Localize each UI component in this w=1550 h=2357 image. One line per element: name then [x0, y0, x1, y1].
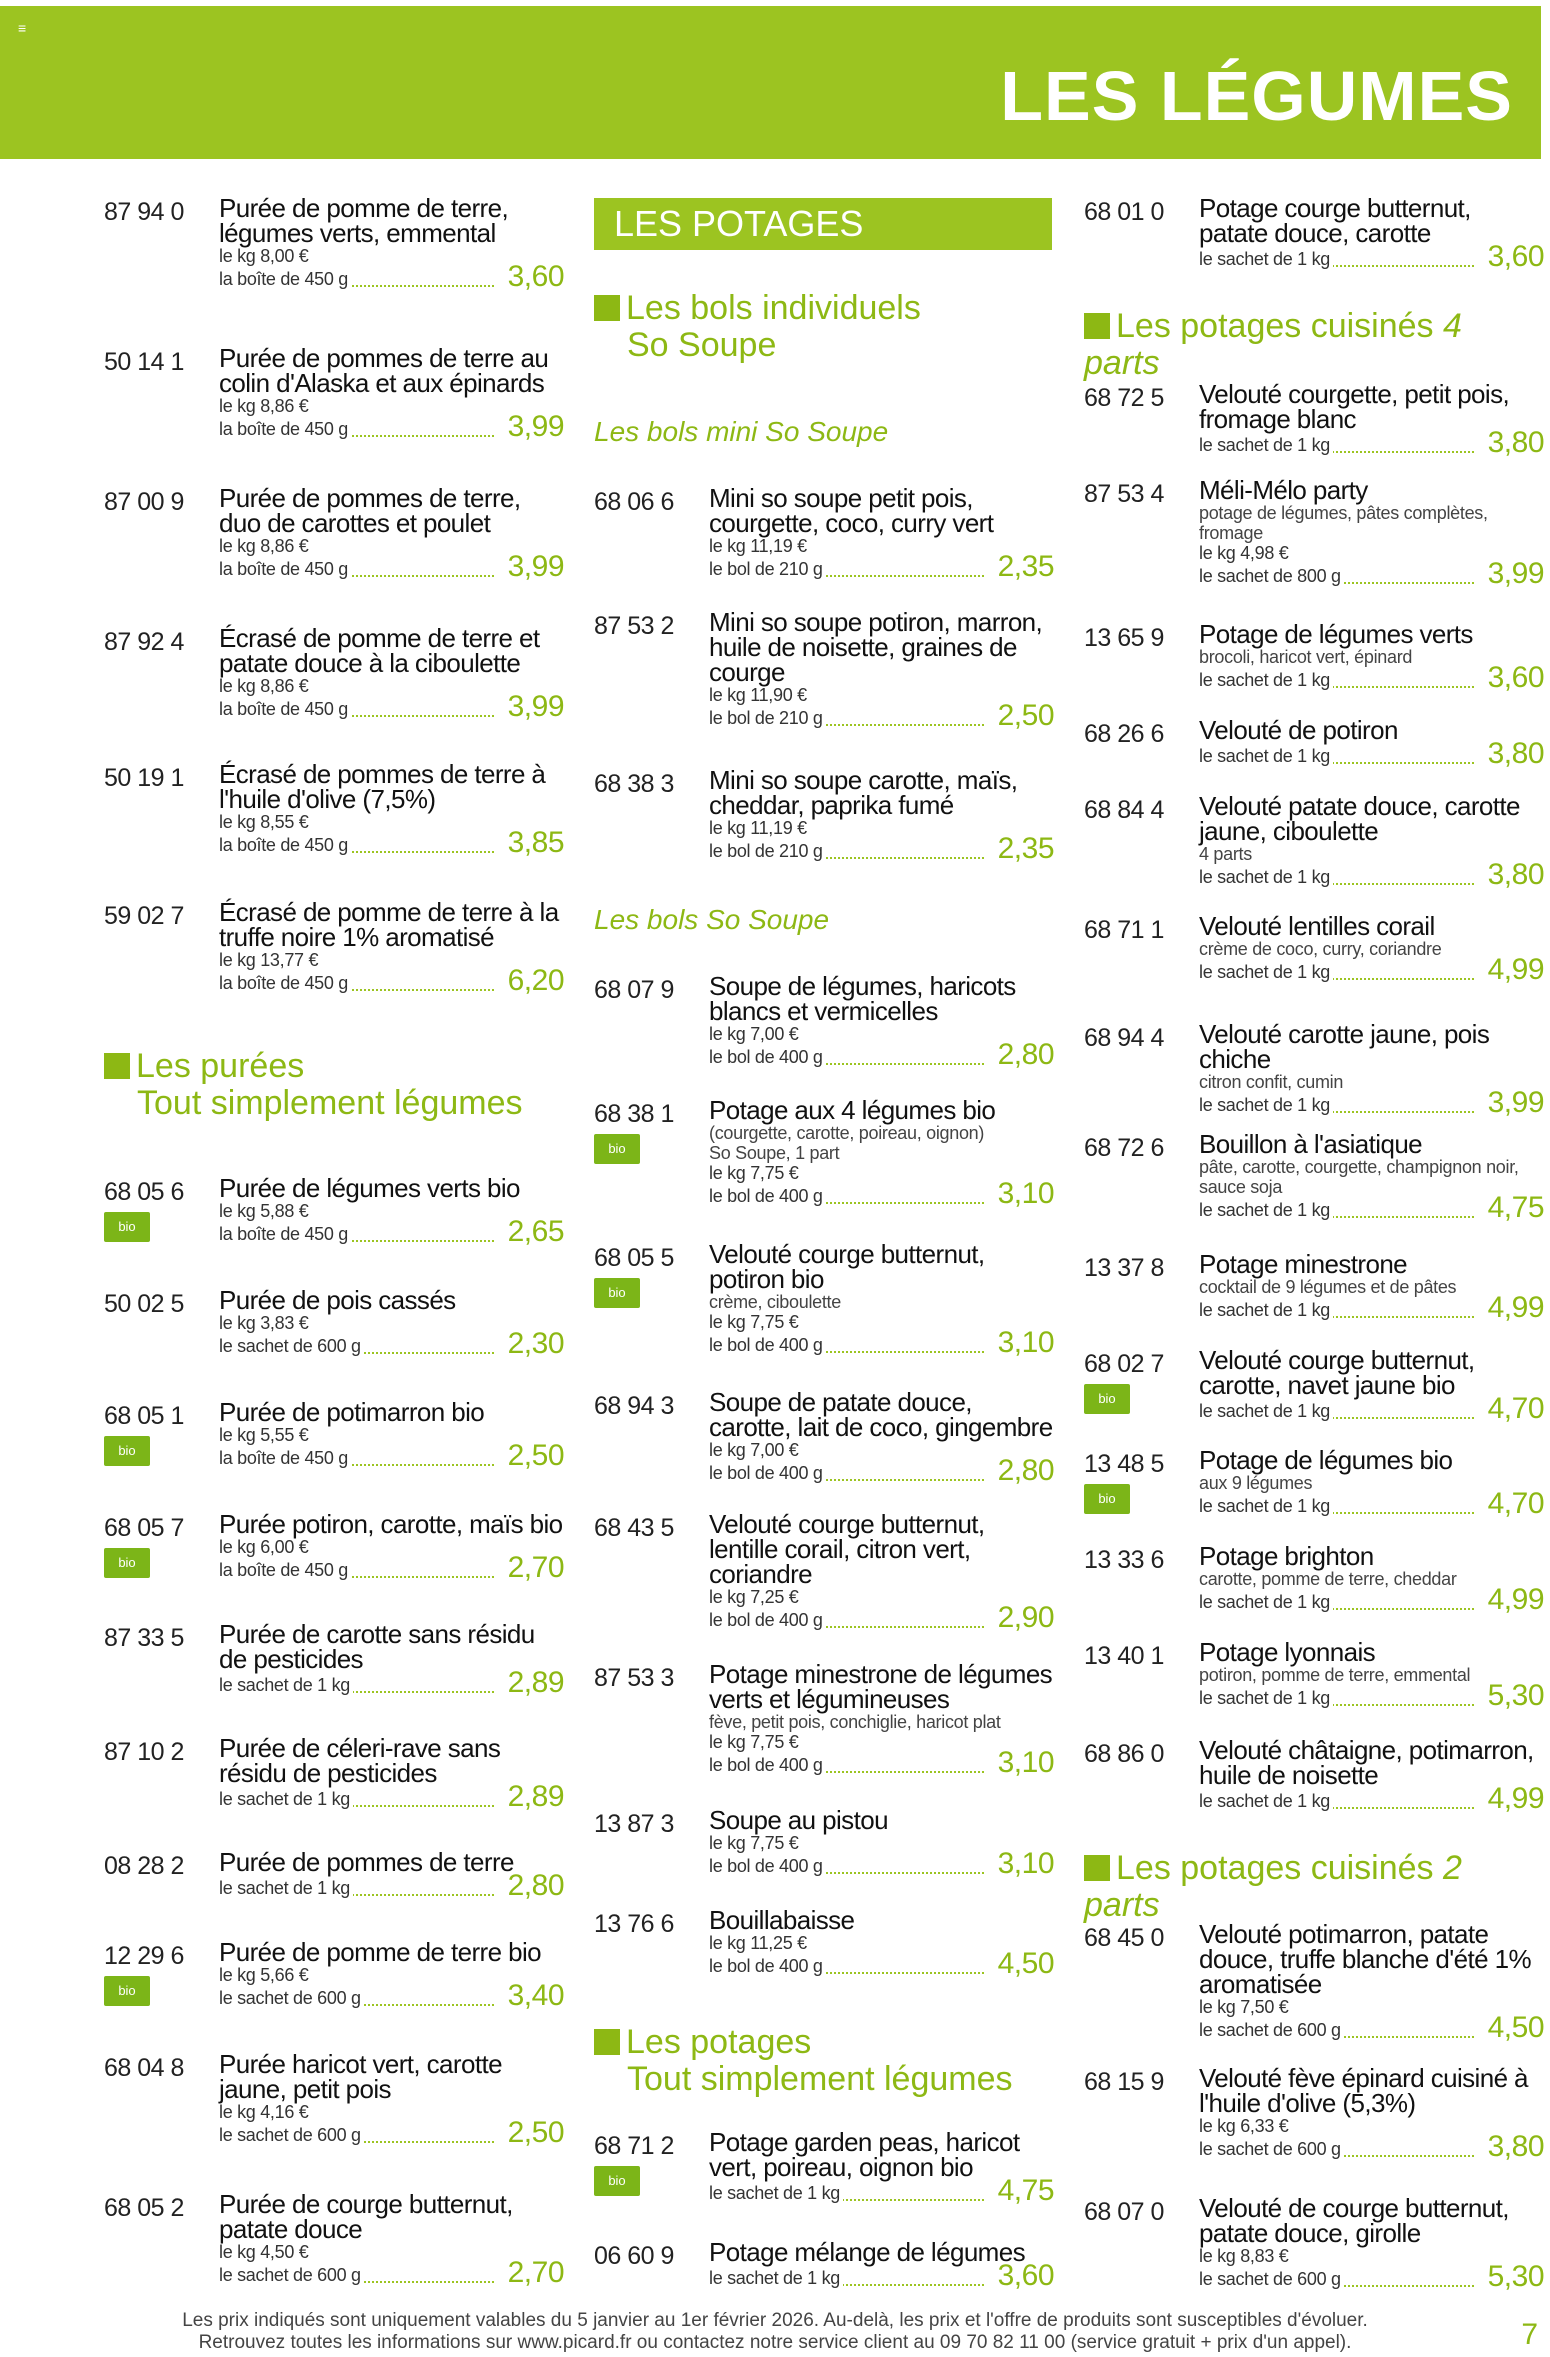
bio-logo-icon: bio — [594, 1278, 640, 1308]
product-detail: le kg 4,50 € — [219, 2242, 309, 2262]
product-name: Potage aux 4 légumes bio — [709, 1095, 996, 1125]
product-code: 87 53 4 — [1084, 480, 1164, 508]
product-unit: le sachet de 1 kg — [219, 1675, 353, 1696]
product-unit: la boîte de 450 g — [219, 835, 351, 856]
product-price: 3,60 — [1487, 661, 1544, 694]
product-name: Velouté courgette, petit pois, fromage blanc — [1199, 379, 1510, 434]
product-detail: le kg 11,90 € — [709, 685, 807, 705]
product-code: 68 43 5 — [594, 1514, 674, 1542]
bio-logo-icon: bio — [1084, 1384, 1130, 1414]
product-unit: le bol de 400 g — [709, 1463, 826, 1484]
product-price: 3,60 — [507, 260, 564, 293]
section-bols-individuels: Les bols individuels So Soupe — [594, 290, 921, 364]
product-name: Velouté fève épinard cuisiné à l'huile d'olive (5,3%) — [1199, 2063, 1528, 2118]
product-name: Potage de légumes bio — [1199, 1445, 1453, 1475]
product-detail: le kg 11,19 € — [709, 536, 807, 556]
product-detail: fève, petit pois, conchiglie, haricot plat — [709, 1712, 1001, 1732]
product-unit: le sachet de 600 g — [1199, 2139, 1344, 2160]
bio-logo-icon: bio — [104, 1548, 150, 1578]
product-price: 3,99 — [1487, 557, 1544, 590]
product-unit: le bol de 400 g — [709, 1956, 826, 1977]
product-code: 87 94 0 — [104, 198, 184, 226]
product-price: 4,70 — [1487, 1392, 1544, 1425]
product-name: Potage brighton — [1199, 1541, 1374, 1571]
product-detail: le kg 7,75 € — [709, 1833, 799, 1853]
product-detail: le kg 8,86 € — [219, 396, 309, 416]
footer-line-2: Retrouvez toutes les informations sur www.picard.fr ou contactez notre service client au 09 70 82 11 00 (service gratuit + prix d'un appel). — [198, 2332, 1352, 2353]
product-unit: le bol de 210 g — [709, 559, 826, 580]
product-name: Potage minestrone — [1199, 1249, 1408, 1279]
product-code: 68 05 1 — [104, 1402, 184, 1430]
product-unit: le sachet de 600 g — [1199, 2020, 1344, 2041]
product-name: Potage de légumes verts — [1199, 619, 1473, 649]
product-name: Velouté châtaigne, potimarron, huile de noisette — [1199, 1735, 1534, 1790]
product-name: Velouté courge butternut, potiron bio — [709, 1239, 985, 1294]
product-unit: le sachet de 600 g — [219, 1988, 364, 2009]
product-unit: la boîte de 450 g — [219, 419, 351, 440]
product-unit: le sachet de 600 g — [219, 2265, 364, 2286]
product-code: 68 05 5 — [594, 1244, 674, 1272]
product-name: Purée de pois cassés — [219, 1285, 456, 1315]
product-price: 3,10 — [997, 1326, 1054, 1359]
product-code: 87 53 2 — [594, 612, 674, 640]
product-name: Potage minestrone de légumes verts et légumineuses — [709, 1659, 1053, 1714]
product-unit: le sachet de 600 g — [219, 2125, 364, 2146]
product-price: 2,89 — [507, 1780, 564, 1813]
product-detail: le kg 8,86 € — [219, 536, 309, 556]
product-unit: le sachet de 1 kg — [1199, 1592, 1333, 1613]
product-price: 6,20 — [507, 964, 564, 997]
product-detail: cocktail de 9 légumes et de pâtes — [1199, 1277, 1457, 1297]
product-unit: le sachet de 1 kg — [1199, 867, 1333, 888]
product-unit: la boîte de 450 g — [219, 973, 351, 994]
product-price: 3,99 — [507, 410, 564, 443]
product-code: 50 14 1 — [104, 348, 184, 376]
product-code: 06 60 9 — [594, 2242, 674, 2270]
product-code: 08 28 2 — [104, 1852, 184, 1880]
bio-logo-icon: bio — [104, 1976, 150, 2006]
product-code: 68 07 9 — [594, 976, 674, 1004]
product-code: 68 71 2 — [594, 2132, 674, 2160]
product-price: 3,80 — [1487, 426, 1544, 459]
product-detail: le kg 6,33 € — [1199, 2116, 1289, 2136]
product-detail: carotte, pomme de terre, cheddar — [1199, 1569, 1457, 1589]
product-name: Purée potiron, carotte, maïs bio — [219, 1509, 563, 1539]
page-number: 7 — [1521, 2318, 1538, 2351]
product-detail: le kg 7,00 € — [709, 1024, 799, 1044]
product-price: 2,50 — [997, 699, 1054, 732]
product-price: 3,85 — [507, 826, 564, 859]
product-code: 68 94 3 — [594, 1392, 674, 1420]
product-detail: potiron, pomme de terre, emmental — [1199, 1665, 1471, 1685]
product-code: 13 76 6 — [594, 1910, 674, 1938]
product-name: Purée de carotte sans résidu de pesticides — [219, 1619, 535, 1674]
product-unit: le sachet de 1 kg — [1199, 670, 1333, 691]
product-unit: le bol de 400 g — [709, 1335, 826, 1356]
product-name: Velouté de courge butternut, patate douce, girolle — [1199, 2193, 1509, 2248]
product-code: 12 29 6 — [104, 1942, 184, 1970]
product-detail: le kg 3,83 € — [219, 1313, 309, 1333]
product-detail: le kg 5,88 € — [219, 1201, 309, 1221]
product-price: 2,70 — [507, 1551, 564, 1584]
product-price: 2,80 — [507, 1869, 564, 1902]
product-detail: le kg 11,19 € — [709, 818, 807, 838]
product-name: Purée de pommes de terre au colin d'Alaska et aux épinards — [219, 343, 549, 398]
section-square-icon — [594, 295, 620, 321]
product-price: 2,50 — [507, 2116, 564, 2149]
product-unit: le sachet de 1 kg — [1199, 1300, 1333, 1321]
product-price: 4,99 — [1487, 1782, 1544, 1815]
product-name: Purée de pommes de terre — [219, 1847, 514, 1877]
product-code: 68 38 1 — [594, 1100, 674, 1128]
product-code: 68 71 1 — [1084, 916, 1164, 944]
product-code: 68 26 6 — [1084, 720, 1164, 748]
product-name: Purée de pommes de terre, duo de carottes et poulet — [219, 483, 521, 538]
product-unit: le sachet de 1 kg — [219, 1878, 353, 1899]
product-unit: le sachet de 1 kg — [1199, 435, 1333, 456]
product-unit: le sachet de 1 kg — [1199, 1200, 1333, 1221]
product-name: Soupe de légumes, haricots blancs et vermicelles — [709, 971, 1016, 1026]
section-square-icon — [104, 1053, 130, 1079]
product-unit: le bol de 400 g — [709, 1610, 826, 1631]
product-unit: le sachet de 1 kg — [1199, 1791, 1333, 1812]
product-detail: le kg 4,16 € — [219, 2102, 309, 2122]
section-square-icon — [594, 2029, 620, 2055]
product-detail: le kg 11,25 € — [709, 1933, 807, 1953]
product-name: Velouté carotte jaune, pois chiche — [1199, 1019, 1490, 1074]
product-detail: le kg 8,55 € — [219, 812, 309, 832]
product-name: Purée de légumes verts bio — [219, 1173, 520, 1203]
product-name: Soupe de patate douce, carotte, lait de coco, gingembre — [709, 1387, 1053, 1442]
product-price: 3,80 — [1487, 2130, 1544, 2163]
product-code: 13 37 8 — [1084, 1254, 1164, 1282]
product-unit: le bol de 400 g — [709, 1186, 826, 1207]
section-square-icon — [1084, 313, 1110, 339]
product-name: Velouté courge butternut, lentille corail, citron vert, coriandre — [709, 1509, 985, 1589]
section-2-parts: Les potages cuisinés 2 parts — [1084, 1849, 1462, 1924]
section-potages-simples: Les potages Tout simplement légumes — [594, 2024, 1013, 2098]
product-price: 4,75 — [997, 2174, 1054, 2207]
bio-logo-icon: bio — [594, 1134, 640, 1164]
product-detail: le kg 13,77 € — [219, 950, 319, 970]
product-code: 68 02 7 — [1084, 1350, 1164, 1378]
product-unit: le sachet de 1 kg — [1199, 962, 1333, 983]
product-price: 2,30 — [507, 1327, 564, 1360]
product-detail: le kg 4,98 € — [1199, 543, 1289, 563]
product-price: 3,80 — [1487, 858, 1544, 891]
product-code: 68 72 5 — [1084, 384, 1164, 412]
product-unit: le sachet de 1 kg — [709, 2183, 843, 2204]
product-price: 2,80 — [997, 1038, 1054, 1071]
product-unit: la boîte de 450 g — [219, 699, 351, 720]
product-code: 68 45 0 — [1084, 1924, 1164, 1952]
product-code: 68 84 4 — [1084, 796, 1164, 824]
bio-logo-icon: bio — [1084, 1484, 1130, 1514]
product-detail: le kg 8,86 € — [219, 676, 309, 696]
footer-notice — [0, 2310, 1550, 2354]
section-purees: Les purées Tout simplement légumes — [104, 1048, 523, 1122]
product-name: Mini so soupe petit pois, courgette, coco, curry vert — [709, 483, 994, 538]
product-name: Potage mélange de légumes — [709, 2237, 1026, 2267]
product-code: 68 86 0 — [1084, 1740, 1164, 1768]
product-price: 3,99 — [507, 690, 564, 723]
product-code: 68 94 4 — [1084, 1024, 1164, 1052]
product-detail: le kg 7,50 € — [1199, 1997, 1289, 2017]
product-unit: le sachet de 600 g — [219, 1336, 364, 1357]
product-unit: le sachet de 1 kg — [1199, 1688, 1333, 1709]
product-name: Velouté potimarron, patate douce, truffe blanche d'été 1% aromatisée — [1199, 1919, 1531, 1999]
product-unit: la boîte de 450 g — [219, 1224, 351, 1245]
product-price: 3,10 — [997, 1177, 1054, 1210]
product-name: Bouillabaisse — [709, 1905, 855, 1935]
bio-logo-icon: bio — [104, 1436, 150, 1466]
product-detail: le kg 8,83 € — [1199, 2246, 1289, 2266]
product-detail: brocoli, haricot vert, épinard — [1199, 647, 1413, 667]
product-unit: le bol de 210 g — [709, 708, 826, 729]
product-price: 2,50 — [507, 1439, 564, 1472]
product-name: Potage lyonnais — [1199, 1637, 1376, 1667]
product-name: Purée haricot vert, carotte jaune, petit pois — [219, 2049, 502, 2104]
product-unit: le bol de 400 g — [709, 1047, 826, 1068]
product-code: 59 02 7 — [104, 902, 184, 930]
product-price: 4,75 — [1487, 1191, 1544, 1224]
product-code: 68 01 0 — [1084, 198, 1164, 226]
product-price: 3,10 — [997, 1847, 1054, 1880]
product-code: 13 65 9 — [1084, 624, 1164, 652]
product-name: Mini so soupe potiron, marron, huile de noisette, graines de courge — [709, 607, 1043, 687]
product-price: 3,99 — [1487, 1086, 1544, 1119]
product-unit: le bol de 400 g — [709, 1856, 826, 1877]
product-unit: la boîte de 450 g — [219, 1448, 351, 1469]
product-code: 13 48 5 — [1084, 1450, 1164, 1478]
product-detail: citron confit, cumin — [1199, 1072, 1344, 1092]
product-detail: le kg 7,25 € — [709, 1587, 799, 1607]
product-code: 68 04 8 — [104, 2054, 184, 2082]
product-price: 5,30 — [1487, 2260, 1544, 2293]
product-code: 50 19 1 — [104, 764, 184, 792]
product-code: 87 10 2 — [104, 1738, 184, 1766]
product-unit: le sachet de 1 kg — [1199, 1496, 1333, 1517]
product-name: Bouillon à l'asiatique — [1199, 1129, 1423, 1159]
product-unit: le bol de 400 g — [709, 1755, 826, 1776]
product-name: Soupe au pistou — [709, 1805, 888, 1835]
product-unit: la boîte de 450 g — [219, 1560, 351, 1581]
product-code: 87 92 4 — [104, 628, 184, 656]
product-detail: aux 9 légumes — [1199, 1473, 1313, 1493]
product-price: 4,99 — [1487, 953, 1544, 986]
product-code: 68 06 6 — [594, 488, 674, 516]
product-detail: le kg 6,00 € — [219, 1537, 309, 1557]
bio-logo-icon: bio — [104, 1212, 150, 1242]
product-code: 68 72 6 — [1084, 1134, 1164, 1162]
product-detail: le kg 7,75 € — [709, 1732, 799, 1752]
product-unit: le sachet de 1 kg — [219, 1789, 353, 1810]
product-name: Purée de céleri-rave sans résidu de pesticides — [219, 1733, 501, 1788]
page-title: LES LÉGUMES — [1000, 57, 1513, 135]
product-price: 3,99 — [507, 550, 564, 583]
product-name: Mini so soupe carotte, maïs, cheddar, paprika fumé — [709, 765, 1018, 820]
product-code: 13 33 6 — [1084, 1546, 1164, 1574]
menu-mark: ≡ — [18, 20, 27, 36]
product-detail: So Soupe, 1 part — [709, 1143, 840, 1163]
product-unit: le bol de 210 g — [709, 841, 826, 862]
product-price: 2,65 — [507, 1215, 564, 1248]
product-detail: le kg 7,00 € — [709, 1440, 799, 1460]
product-unit: le sachet de 1 kg — [1199, 249, 1333, 270]
product-unit: la boîte de 450 g — [219, 269, 351, 290]
product-detail: potage de légumes, pâtes complètes, fromage — [1199, 503, 1488, 543]
product-code: 13 87 3 — [594, 1810, 674, 1838]
product-price: 2,80 — [997, 1454, 1054, 1487]
product-price: 5,30 — [1487, 1679, 1544, 1712]
section-4-parts: Les potages cuisinés 4 parts — [1084, 307, 1462, 382]
product-detail: le kg 8,00 € — [219, 246, 309, 266]
product-price: 4,50 — [1487, 2011, 1544, 2044]
product-name: Velouté lentilles corail — [1199, 911, 1435, 941]
product-unit: la boîte de 450 g — [219, 559, 351, 580]
product-price: 4,70 — [1487, 1487, 1544, 1520]
product-name: Potage courge butternut, patate douce, carotte — [1199, 193, 1471, 248]
product-name: Écrasé de pommes de terre à l'huile d'olive (7,5%) — [219, 759, 546, 814]
product-detail: le kg 5,55 € — [219, 1425, 309, 1445]
subsection-bols: Les bols So Soupe — [594, 904, 830, 935]
product-code: 87 00 9 — [104, 488, 184, 516]
product-price: 3,40 — [507, 1979, 564, 2012]
product-name: Potage garden peas, haricot vert, poireau, oignon bio — [709, 2127, 1020, 2182]
product-detail: 4 parts — [1199, 844, 1252, 864]
product-code: 68 38 3 — [594, 770, 674, 798]
product-code: 50 02 5 — [104, 1290, 184, 1318]
product-code: 68 05 2 — [104, 2194, 184, 2222]
product-price: 2,89 — [507, 1666, 564, 1699]
product-detail: le kg 7,75 € — [709, 1163, 799, 1183]
product-price: 2,35 — [997, 832, 1054, 865]
header-banner — [0, 6, 1541, 159]
product-name: Méli-Mélo party — [1199, 475, 1368, 505]
product-name: Purée de courge butternut, patate douce — [219, 2189, 513, 2244]
product-code: 68 05 7 — [104, 1514, 184, 1542]
product-price: 4,99 — [1487, 1583, 1544, 1616]
product-name: Purée de pomme de terre, légumes verts, emmental — [219, 193, 509, 248]
product-unit: le sachet de 1 kg — [1199, 746, 1333, 767]
product-price: 4,50 — [997, 1947, 1054, 1980]
product-name: Velouté de potiron — [1199, 715, 1398, 745]
subsection-bols-mini: Les bols mini So Soupe — [594, 416, 889, 447]
product-name: Purée de pomme de terre bio — [219, 1937, 541, 1967]
product-code: 13 40 1 — [1084, 1642, 1164, 1670]
product-unit: le sachet de 600 g — [1199, 2269, 1344, 2290]
product-unit: le sachet de 1 kg — [1199, 1401, 1333, 1422]
product-code: 68 15 9 — [1084, 2068, 1164, 2096]
product-detail: le kg 5,66 € — [219, 1965, 309, 1985]
product-code: 68 07 0 — [1084, 2198, 1164, 2226]
product-price: 3,60 — [997, 2259, 1054, 2292]
product-code: 87 33 5 — [104, 1624, 184, 1652]
product-price: 2,70 — [507, 2256, 564, 2289]
product-price: 2,35 — [997, 550, 1054, 583]
product-unit: le sachet de 1 kg — [1199, 1095, 1333, 1116]
potages-banner: LES POTAGES — [594, 198, 1052, 250]
product-code: 68 05 6 — [104, 1178, 184, 1206]
product-name: Écrasé de pomme de terre à la truffe noire 1% aromatisé — [219, 897, 559, 952]
product-name: Purée de potimarron bio — [219, 1397, 485, 1427]
product-name: Écrasé de pomme de terre et patate douce à la ciboulette — [219, 623, 540, 678]
product-detail: crème, ciboulette — [709, 1292, 841, 1312]
product-code: 87 53 3 — [594, 1664, 674, 1692]
product-name: Velouté courge butternut, carotte, navet jaune bio — [1199, 1345, 1475, 1400]
product-detail: crème de coco, curry, coriandre — [1199, 939, 1442, 959]
product-price: 3,60 — [1487, 240, 1544, 273]
product-detail: le kg 7,75 € — [709, 1312, 799, 1332]
product-price: 3,80 — [1487, 737, 1544, 770]
product-detail: pâte, carotte, courgette, champignon noir, sauce soja — [1199, 1157, 1519, 1197]
bio-logo-icon: bio — [594, 2166, 640, 2196]
product-unit: le sachet de 1 kg — [709, 2268, 843, 2289]
product-price: 3,10 — [997, 1746, 1054, 1779]
product-name: Velouté patate douce, carotte jaune, ciboulette — [1199, 791, 1520, 846]
product-detail: (courgette, carotte, poireau, oignon) — [709, 1123, 985, 1143]
product-unit: le sachet de 800 g — [1199, 566, 1344, 587]
product-price: 4,99 — [1487, 1291, 1544, 1324]
product-price: 2,90 — [997, 1601, 1054, 1634]
section-square-icon — [1084, 1855, 1110, 1881]
footer-line-1: Les prix indiqués sont uniquement valables du 5 janvier au 1er février 2026. Au-delà, les prix et l'offre de produits sont susceptibles d'évoluer. — [182, 2310, 1368, 2331]
